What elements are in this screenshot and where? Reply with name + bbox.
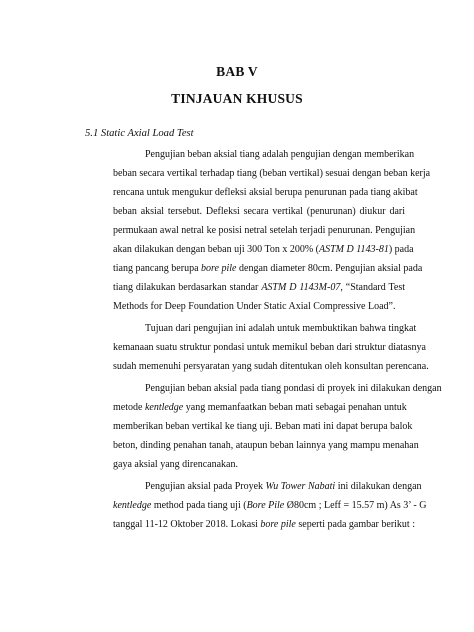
chapter-number: BAB V xyxy=(216,64,258,79)
p2-line: kemanaan suatu struktur pondasi untuk memikul beban dari struktur diatasnya xyxy=(113,342,426,353)
p1-line: akan dilakukan dengan beban uji 300 Ton x 200% (ASTM D 1143-81) pada xyxy=(113,244,414,255)
p1-line: Methods for Deep Foundation Under Static Axial Compressive Load”. xyxy=(113,301,396,312)
p3-line: metode kentledge yang memanfaatkan beban mati sebagai penahan untuk xyxy=(113,402,407,413)
p4-line: tanggal 11-12 Oktober 2018. Lokasi bore pile seperti pada gambar berikut : xyxy=(113,519,415,530)
p1-line: permukaan awal netral ke posisi netral setelah terjadi penurunan. Pengujian xyxy=(113,225,416,236)
p1-line: rencana untuk mengukur defleksi aksial berupa penurunan pada tiang akibat xyxy=(113,187,418,198)
p4-line: Pengujian aksial pada Proyek Wu Tower Nabati ini dilakukan dengan xyxy=(145,481,422,492)
p1-line: beban aksial tersebut. Defleksi secara vertikal (penurunan) diukur dari xyxy=(113,206,405,217)
p3-line: beton, dinding penahan tanah, ataupun beban lainnya yang mampu menahan xyxy=(113,440,419,451)
p4-line: kentledge method pada tiang uji (Bore Pile Ø80cm ; Leff = 15.57 m) As 3’ - G xyxy=(113,500,427,511)
p3-line: Pengujian beban aksial pada tiang pondasi di proyek ini dilakukan dengan xyxy=(145,383,442,394)
p1-line: tiang pancang berupa bore pile dengan diameter 80cm. Pengujian aksial pada xyxy=(113,263,423,274)
p3-line: gaya aksial yang direncanakan. xyxy=(113,459,238,470)
p1-line: beban secara vertikal terhadap tiang (beban vertikal) sesuai dengan beban kerja xyxy=(113,168,431,179)
chapter-title: TINJAUAN KHUSUS xyxy=(171,91,303,106)
p1-line: Pengujian beban aksial tiang adalah pengujian dengan memberikan xyxy=(145,149,415,160)
section-heading: 5.1 Static Axial Load Test xyxy=(85,128,194,139)
p3-line: memberikan beban vertikal ke tiang uji. Beban mati ini dapat berupa balok xyxy=(113,421,413,432)
p2-line: Tujuan dari pengujian ini adalah untuk membuktikan bahwa tingkat xyxy=(145,323,417,334)
p1-line: tiang dilakukan berdasarkan standar ASTM D 1143M-07, “Standard Test xyxy=(113,282,406,293)
p2-line: sudah memenuhi persyaratan yang sudah ditentukan oleh konsultan perencana. xyxy=(113,361,429,372)
